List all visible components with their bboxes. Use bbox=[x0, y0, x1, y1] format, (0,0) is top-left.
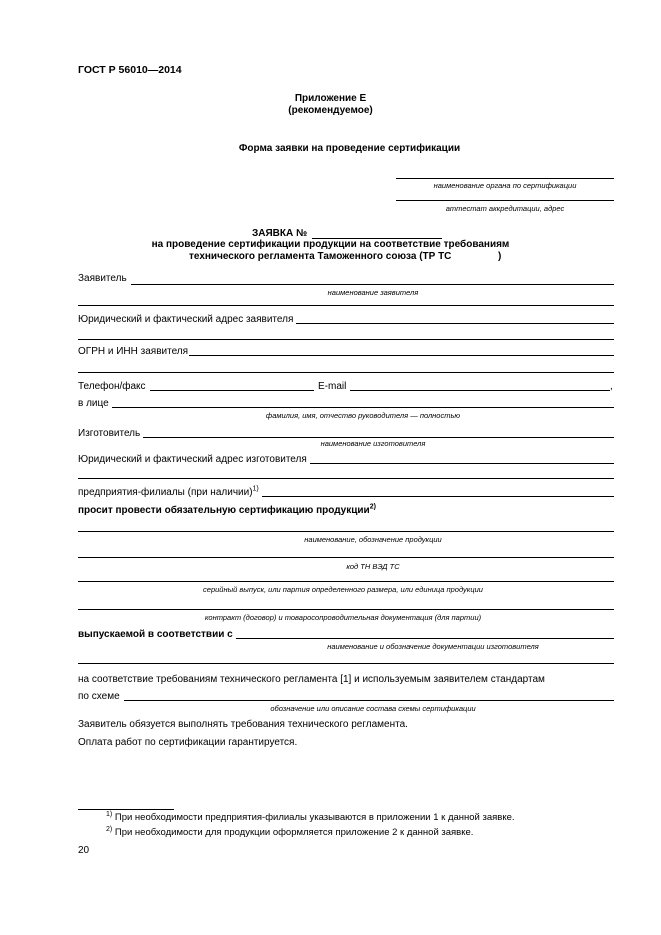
applicant-caption: наименование заявителя bbox=[327, 288, 419, 297]
product-caption: наименование, обозначение продукции bbox=[304, 535, 442, 544]
manufacturer-field[interactable] bbox=[143, 437, 614, 438]
tnved-caption: код ТН ВЭД ТС bbox=[346, 562, 400, 571]
applicant-field[interactable] bbox=[131, 284, 614, 285]
scheme-field[interactable] bbox=[124, 700, 614, 701]
authority-name-caption: наименование органа по сертификации bbox=[433, 181, 577, 190]
applicant-label: Заявитель bbox=[78, 273, 127, 284]
applicant-address-label: Юридический и фактический адрес заявителя bbox=[78, 314, 294, 325]
batch-field[interactable] bbox=[78, 581, 614, 582]
tnved-field[interactable] bbox=[78, 557, 614, 558]
produced-label: выпускаемой в соответствии с bbox=[78, 629, 233, 640]
product-field[interactable] bbox=[78, 531, 614, 532]
applicant-field-cont[interactable] bbox=[78, 305, 614, 306]
manufacturer-caption: наименование изготовителя bbox=[320, 439, 426, 448]
application-subtitle-2-end: ) bbox=[498, 251, 502, 262]
footnote-1: $^{1)}$ При необходимости предприятия-филиалы указываются в приложении 1 к данной заявке. bbox=[106, 810, 515, 823]
ogrn-inn-field[interactable] bbox=[189, 355, 614, 356]
application-title: ЗАЯВКА № bbox=[252, 228, 308, 239]
person-field[interactable] bbox=[112, 407, 614, 408]
produced-field[interactable] bbox=[236, 638, 614, 639]
phone-fax-field[interactable] bbox=[150, 390, 314, 391]
email-label: E-mail bbox=[318, 381, 347, 392]
contract-field[interactable] bbox=[78, 609, 614, 610]
contract-caption: контракт (договор) и товаросопроводительная документация (для партии) bbox=[204, 613, 482, 622]
batch-caption: серийный выпуск, или партия определенного размера, или единица продукции bbox=[203, 585, 483, 594]
page-number: 20 bbox=[78, 845, 90, 856]
branches-label: предприятия-филиалы (при наличии)$^{1)}$ bbox=[78, 485, 259, 498]
ogrn-inn-field-cont[interactable] bbox=[78, 372, 614, 373]
authority-accreditation-caption: аттестат аккредитации, адрес bbox=[445, 204, 565, 213]
application-subtitle-2: технического регламента Таможенного союза (ТР ТС bbox=[189, 251, 452, 262]
form-title: Форма заявки на проведение сертификации bbox=[238, 143, 461, 154]
footnote-separator bbox=[78, 809, 174, 810]
applicant-address-field-cont[interactable] bbox=[78, 339, 614, 340]
manufacturer-address-field-cont[interactable] bbox=[78, 478, 614, 479]
authority-accreditation-line[interactable] bbox=[396, 200, 614, 201]
authority-name-line[interactable] bbox=[396, 178, 614, 179]
payment-text: Оплата работ по сертификации гарантируется. bbox=[78, 737, 298, 748]
branches-field[interactable] bbox=[262, 496, 614, 497]
footnote-2: $^{2)}$ При необходимости для продукции оформляется приложение 2 к данной заявке. bbox=[106, 825, 474, 838]
manufacturer-label: Изготовитель bbox=[78, 428, 141, 439]
email-field[interactable] bbox=[350, 390, 610, 391]
email-comma: , bbox=[610, 381, 613, 392]
application-subtitle-1: на проведение сертификации продукции на соответствие требованиям bbox=[151, 239, 510, 250]
manufacturer-address-label: Юридический и фактический адрес изготовителя bbox=[78, 454, 307, 465]
phone-fax-label: Телефон/факс bbox=[78, 381, 146, 392]
produced-caption: наименование и обозначение документации изготовителя bbox=[327, 642, 539, 651]
manufacturer-address-field[interactable] bbox=[310, 463, 614, 464]
scheme-caption: обозначение или описание состава схемы сертификации bbox=[270, 704, 476, 713]
person-label: в лице bbox=[78, 398, 109, 409]
appendix-subtitle: (рекомендуемое) bbox=[288, 105, 373, 116]
standard-code: ГОСТ Р 56010—2014 bbox=[78, 64, 182, 76]
request-label: просит провести обязательную сертификацию продукции$^{2)}$ bbox=[78, 503, 376, 516]
produced-field-cont[interactable] bbox=[78, 663, 614, 664]
appendix-title: Приложение Е bbox=[294, 93, 367, 104]
obligation-text: Заявитель обязуется выполнять требования технического регламента. bbox=[78, 719, 408, 730]
scheme-label: по схеме bbox=[78, 691, 120, 702]
applicant-address-field[interactable] bbox=[296, 323, 614, 324]
person-caption: фамилия, имя, отчество руководителя — полностью bbox=[265, 411, 461, 420]
compliance-text: на соответствие требованиям технического регламента [1] и используемым заявителем стандартам bbox=[78, 674, 545, 685]
ogrn-inn-label: ОГРН и ИНН заявителя bbox=[78, 346, 189, 357]
